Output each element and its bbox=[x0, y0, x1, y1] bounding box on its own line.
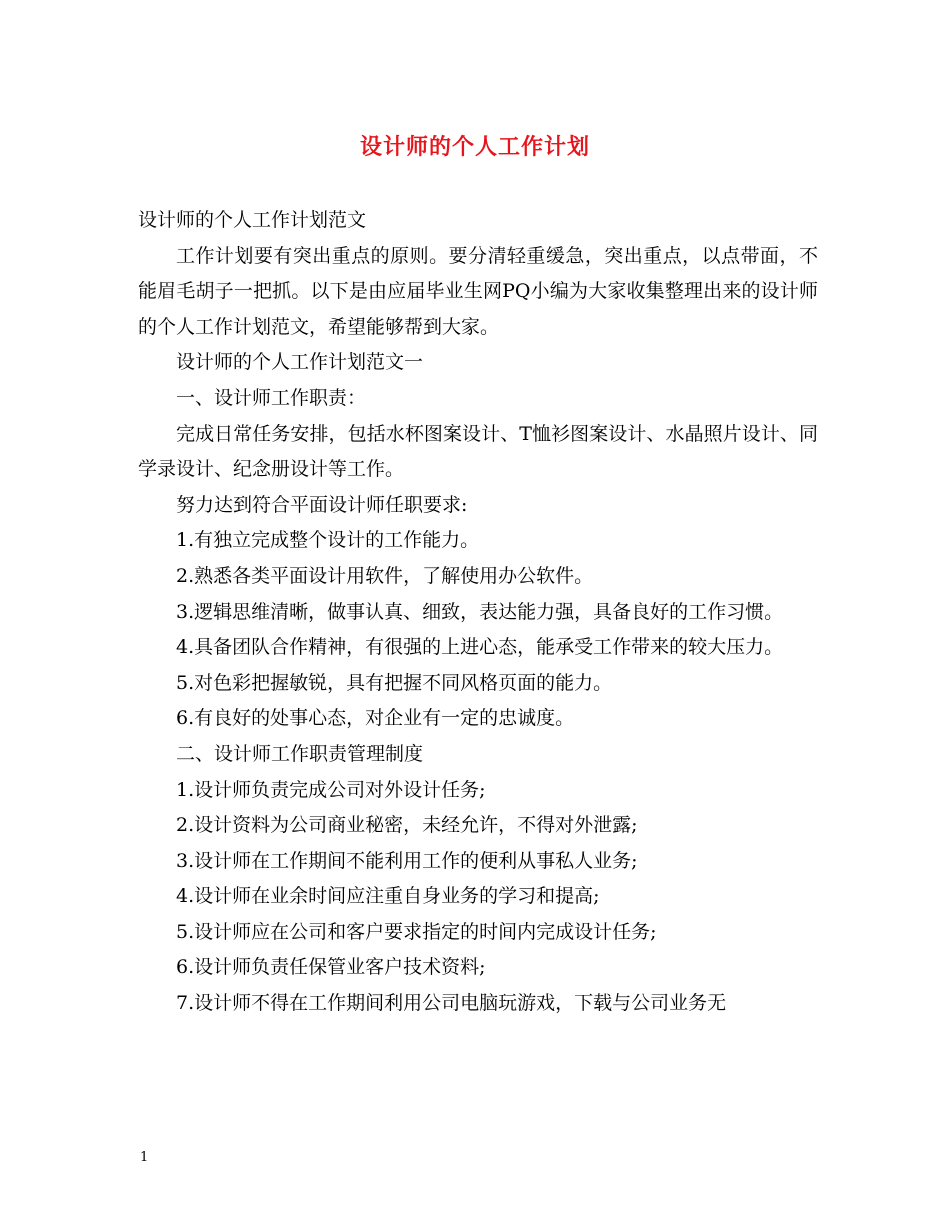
paragraph: 5.对色彩把握敏锐，具有把握不同风格页面的能力。 bbox=[176, 671, 613, 694]
paragraph: 1.设计师负责完成公司对外设计任务; bbox=[176, 778, 486, 801]
paragraph: 完成日常任务安排，包括水杯图案设计、T恤衫图案设计、水晶照片设计、同学录设计、纪念册设计等工作。 bbox=[138, 422, 818, 481]
document-title: 设计师的个人工作计划 bbox=[359, 134, 590, 160]
paragraph: 6.有良好的处事心态，对企业有一定的忠诚度。 bbox=[176, 707, 575, 730]
paragraph: 工作计划要有突出重点的原则。要分清轻重缓急，突出重点，以点带面，不能眉毛胡子一把抓。以下是由应届毕业生网PQ小编为大家收集整理出来的设计师的个人工作计划范文，希望能够帮到大家。 bbox=[138, 244, 818, 338]
paragraph: 努力达到符合平面设计师任职要求: bbox=[176, 493, 468, 516]
paragraph: 6.设计师负责任保管业客户技术资料; bbox=[176, 956, 486, 979]
paragraph: 3.逻辑思维清晰，做事认真、细致，表达能力强，具备良好的工作习惯。 bbox=[176, 600, 784, 623]
paragraph: 4.具备团队合作精神，有很强的上进心态，能承受工作带来的较大压力。 bbox=[176, 636, 784, 659]
page-number: 1 bbox=[140, 1150, 149, 1165]
paragraph: 设计师的个人工作计划范文一 bbox=[176, 351, 424, 374]
paragraph: 7.设计师不得在工作期间利用公司电脑玩游戏，下载与公司业务无 bbox=[176, 992, 727, 1015]
paragraph: 2.设计资料为公司商业秘密，未经允许，不得对外泄露; bbox=[176, 814, 638, 837]
document-body bbox=[138, 203, 818, 1022]
paragraph: 一、设计师工作职责： bbox=[176, 386, 367, 409]
paragraph: 3.设计师在工作期间不能利用工作的便利从事私人业务; bbox=[176, 849, 638, 872]
paragraph: 2.熟悉各类平面设计用软件，了解使用办公软件。 bbox=[176, 564, 594, 587]
paragraph: 二、设计师工作职责管理制度 bbox=[176, 742, 424, 765]
paragraph: 4.设计师在业余时间应注重自身业务的学习和提高; bbox=[176, 885, 600, 908]
paragraph: 1.有独立完成整个设计的工作能力。 bbox=[176, 529, 480, 552]
paragraph: 设计师的个人工作计划范文 bbox=[138, 209, 367, 231]
paragraph: 5.设计师应在公司和客户要求指定的时间内完成设计任务; bbox=[176, 920, 657, 943]
